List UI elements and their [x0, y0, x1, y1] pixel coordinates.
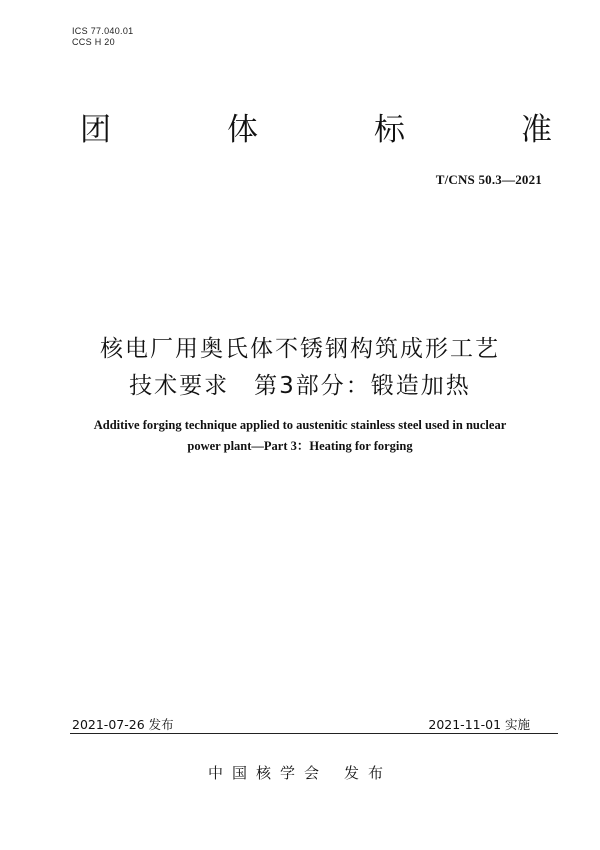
chinese-title-line-1: 核电厂用奥氏体不锈钢构筑成形工艺: [100, 336, 500, 362]
standard-type-char: 准: [521, 112, 552, 148]
issuer-line: [0, 762, 600, 783]
implement-date: 2021-11-01 实施: [428, 717, 530, 732]
english-title-line-2: power plant—Part 3：Heating for forging: [187, 439, 413, 453]
publish-date: 2021-07-26 发布: [72, 717, 174, 732]
standard-type-char: 体: [227, 112, 258, 148]
chinese-title-line-2: 技术要求 第3部分：锻造加热: [129, 373, 471, 399]
english-title-line-1: Additive forging technique applied to austenitic stainless steel used in nuclear: [93, 418, 507, 432]
standard-type-heading: [80, 108, 552, 152]
issuer-name: 中国核学会: [207, 764, 328, 782]
ccs-code: CCS H 20: [72, 37, 115, 47]
classification-codes: [72, 26, 133, 48]
issuer-action: 发布: [344, 764, 393, 782]
divider-rule: [70, 733, 558, 734]
standard-number: T/CNS 50.3—2021: [435, 172, 542, 187]
standard-type-char: 团: [80, 112, 111, 148]
ics-code: ICS 77.040.01: [72, 26, 134, 36]
standard-type-char: 标: [374, 112, 405, 148]
